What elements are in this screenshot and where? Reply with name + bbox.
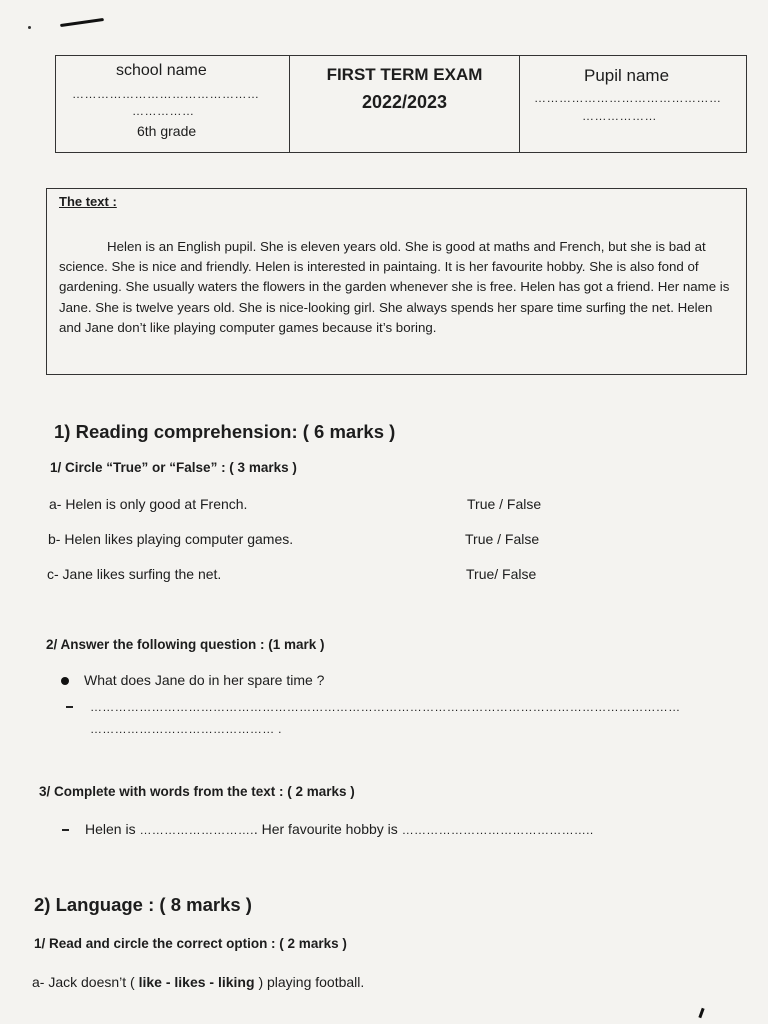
- q1-title: 1/ Circle “True” or “False” : ( 3 marks ): [50, 460, 297, 475]
- text-box-label: The text :: [59, 194, 117, 209]
- reading-section-title: 1) Reading comprehension: ( 6 marks ): [54, 421, 396, 442]
- q2-question: What does Jane do in her spare time ?: [84, 672, 325, 688]
- reading-text-box: [46, 188, 747, 375]
- q2-answer-line-1[interactable]: ………………………………………………………………………………………………………………………………: [90, 700, 681, 714]
- q1-item-a: a- Helen is only good at French.: [49, 496, 248, 512]
- stray-mark: [28, 26, 31, 29]
- lang-q1-item-a-start: a- Jack doesn’t (: [32, 974, 135, 990]
- pupil-name-label: Pupil name: [584, 66, 670, 85]
- dash-icon: [62, 829, 69, 831]
- reading-passage: Helen is an English pupil. She is eleven years old. She is good at maths and French, but she is bad at science. She is nice and friendly. Helen is interested in paintaing. It is her favourite hobby. She is also fond of gardening. She usually waters the flowers in the garden whenever she is free. Helen has got a friend. Her name is Jane. She is twelve years old. She is nice-looking girl. She always spends her spare time surfing the net. Helen and Jane don’t like playing computer games because it’s boring.: [59, 239, 730, 335]
- school-name-blank-2: ……………: [132, 104, 195, 118]
- q1-item-c: c- Jane likes surfing the net.: [47, 566, 222, 582]
- lang-q1-item-a-options[interactable]: like - likes - liking: [138, 974, 255, 990]
- school-name-label: school name: [116, 62, 207, 79]
- pupil-name-blank-2: ………………: [582, 109, 657, 123]
- q1-item-c-choice[interactable]: True/ False: [466, 566, 537, 582]
- pupil-cell: [520, 56, 746, 152]
- bullet-icon: [61, 677, 69, 685]
- q3-blank-2[interactable]: ………………………………………..: [401, 823, 594, 837]
- pen-tick-mark: [698, 1008, 704, 1018]
- lang-q1-item-a: [32, 974, 364, 990]
- exam-title: FIRST TERM EXAM: [326, 65, 483, 84]
- school-cell: [56, 56, 290, 152]
- exam-year: 2022/2023: [361, 92, 448, 112]
- exam-header-table: [55, 55, 747, 153]
- pupil-name-blank: ………………………………………: [534, 91, 722, 105]
- lang-q1-title: 1/ Read and circle the correct option : ( 2 marks ): [34, 936, 347, 951]
- q3-title: 3/ Complete with words from the text : ( 2 marks ): [39, 784, 355, 799]
- language-section-title: 2) Language : ( 8 marks ): [34, 894, 252, 915]
- exam-title-cell: [290, 56, 520, 152]
- q3-part-2: . Her favourite hobby is: [253, 821, 398, 837]
- q3-part-1: Helen is: [85, 821, 136, 837]
- q3-blank-1[interactable]: ……………………….: [139, 823, 254, 837]
- pen-stroke-mark: [60, 18, 104, 27]
- q1-item-b: b- Helen likes playing computer games.: [48, 531, 294, 547]
- q2-answer-line-2[interactable]: ……………………………………… .: [90, 722, 282, 736]
- q3-sentence: [85, 821, 593, 837]
- q1-item-a-choice[interactable]: True / False: [467, 496, 542, 512]
- dash-icon: [66, 706, 73, 708]
- q2-title: 2/ Answer the following question : (1 mark ): [46, 637, 325, 652]
- grade-label: 6th grade: [137, 123, 197, 139]
- lang-q1-item-a-end: ) playing football.: [258, 974, 365, 990]
- school-name-blank: ………………………………………: [72, 87, 260, 101]
- q1-item-b-choice[interactable]: True / False: [465, 531, 540, 547]
